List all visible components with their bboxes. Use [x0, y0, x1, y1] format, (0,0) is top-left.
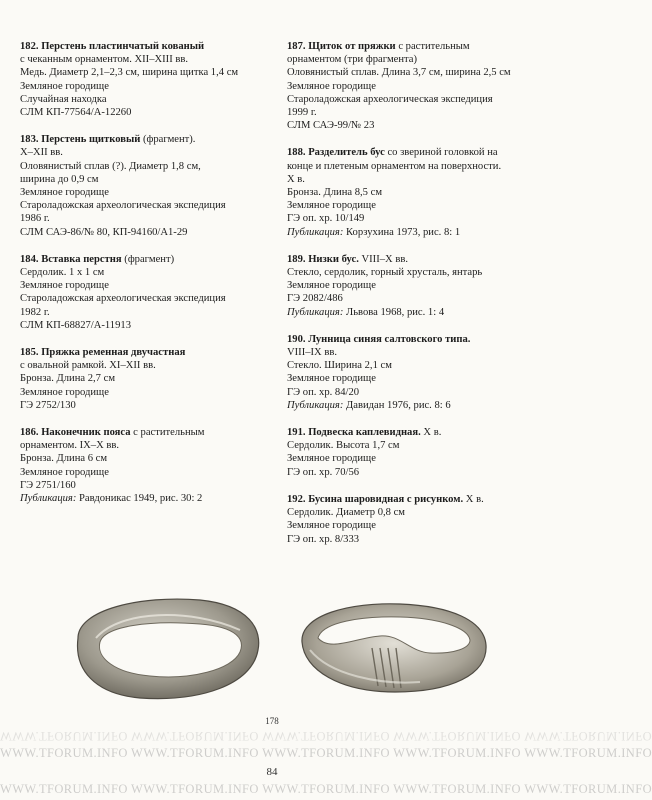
entry-title: 188. Разделитель бус: [287, 147, 385, 159]
watermark-line-2: WWW.TFORUM.INFO WWW.TFORUM.INFO WWW.TFORUM.INFO WWW.TFORUM.INFO WWW.TFORUM.INFO: [0, 782, 652, 796]
entry-line: X в.: [287, 173, 305, 185]
entry-line: Бронза. Длина 8,5 см: [287, 187, 383, 199]
entry-line: Староладожская археологическая экспедиция: [20, 293, 226, 305]
publication-text: Корзухина 1973, рис. 8: 1: [343, 226, 461, 238]
catalog-entry: [20, 253, 260, 332]
entry-heading: [20, 426, 260, 439]
entry-line: 1982 г.: [20, 306, 50, 318]
entry-line: орнаментом. IX–X вв.: [20, 440, 120, 452]
entry-heading: [20, 253, 260, 266]
entry-title: 191. Подвеска каплевидная.: [287, 427, 421, 439]
publication-label: Публикация:: [20, 493, 77, 505]
entry-line: Земляное городище: [20, 466, 109, 478]
entry-title-rest: (фрагмент).: [140, 134, 196, 146]
page-number: 84: [266, 766, 278, 778]
entry-line: Бронза. Длина 6 см: [20, 453, 108, 465]
entry-line: Медь. Диаметр 2,1–2,3 см, ширина щитка 1,4 см: [20, 67, 239, 79]
catalog-entry: [287, 146, 532, 238]
publication-text: Львова 1968, рис. 1: 4: [343, 306, 445, 318]
entry-line: с овальной рамкой. XI–XII вв.: [20, 360, 156, 372]
publication-text: Равдоникас 1949, рис. 30: 2: [76, 493, 203, 505]
entry-title: 192. Бусина шаровидная с рисунком.: [287, 493, 464, 505]
right-column: [287, 40, 532, 560]
entry-heading: [287, 40, 532, 53]
entry-line: Земляное городище: [287, 80, 376, 92]
entry-line: Бронза. Длина 2,7 см: [20, 373, 116, 385]
entry-title: 189. Низки бус.: [287, 253, 359, 265]
catalog-entry: [20, 133, 260, 239]
catalog-entry: [20, 40, 260, 119]
publication-line: [287, 399, 532, 412]
entry-line: ГЭ 2752/130: [20, 399, 76, 411]
catalog-entry: [287, 426, 532, 479]
entry-title: 190. Лунница синяя салтовского типа.: [287, 333, 471, 345]
entry-heading: [287, 253, 532, 266]
entry-line: СЛМ САЭ-99/№ 23: [287, 120, 375, 132]
entry-line: орнаментом (три фрагмента): [287, 54, 418, 66]
entry-title-rest: X в.: [463, 493, 484, 505]
entry-line: СЛМ КП-77564/А-12260: [20, 107, 132, 119]
entry-line: Оловянистый сплав (?). Диаметр 1,8 см,: [20, 160, 201, 172]
entry-title-rest: X в.: [420, 427, 442, 439]
entry-title-rest: с растительным: [395, 41, 470, 52]
entry-line: ГЭ 2082/486: [287, 293, 343, 305]
entry-line: ГЭ оп. хр. 70/56: [287, 466, 360, 478]
entry-line: Земляное городище: [20, 280, 109, 292]
left-column: [20, 40, 260, 519]
entry-line: Стекло. Ширина 2,1 см: [287, 360, 392, 372]
entry-title: 183. Перстень щитковый: [20, 134, 141, 146]
entry-line: VIII–IX вв.: [287, 347, 338, 359]
entry-heading: [287, 426, 532, 439]
catalog-entry: [287, 493, 532, 546]
entry-heading: [20, 40, 260, 53]
entry-title: 182. Перстень пластинчатый кованый: [20, 41, 205, 52]
publication-line: [20, 492, 260, 505]
entry-line: ГЭ оп. хр. 84/20: [287, 386, 360, 398]
entry-line: Сердолик. Высота 1,7 см: [287, 440, 400, 452]
entry-line: ГЭ оп. хр. 8/333: [287, 533, 360, 545]
catalog-entry: [287, 333, 532, 412]
entry-heading: [287, 493, 532, 506]
entry-title: 187. Щиток от пряжки: [287, 41, 396, 52]
entry-line: ГЭ оп. хр. 10/149: [287, 213, 365, 225]
entry-line: Земляное городище: [287, 453, 376, 465]
entry-title: 186. Наконечник пояса: [20, 427, 131, 439]
entry-line: Земляное городище: [287, 373, 376, 385]
ring-photo-right: [302, 604, 486, 692]
entry-line: Сердолик. 1 х 1 см: [20, 267, 105, 279]
entry-title: 184. Вставка перстня: [20, 253, 122, 265]
entry-heading: [20, 133, 260, 146]
entry-line: Земляное городище: [287, 200, 376, 212]
entry-line: Земляное городище: [20, 187, 109, 199]
entry-line: СЛМ КП-68827/А-11913: [20, 319, 131, 331]
entry-title-rest: (фрагмент): [121, 253, 175, 265]
entry-line: Староладожская археологическая экспедиция: [287, 93, 493, 105]
entry-heading: [287, 333, 532, 346]
photo-number: 178: [265, 716, 279, 726]
entry-line: Земляное городище: [20, 386, 109, 398]
entry-heading: [20, 346, 260, 359]
watermark-mirrored: WWW.TFORUM.INFO WWW.TFORUM.INFO WWW.TFORUM.INFO WWW.TFORUM.INFO WWW.TFORUM.INFO: [0, 729, 652, 743]
entry-line: Земляное городище: [287, 280, 376, 292]
catalog-entry: [20, 426, 260, 505]
entry-line: Случайная находка: [20, 93, 107, 105]
entry-title-rest: VIII–X вв.: [358, 253, 408, 265]
entry-line: Земляное городище: [20, 80, 109, 92]
publication-label: Публикация:: [287, 306, 344, 318]
entry-line: конце и плетеным орнаментом на поверхности.: [287, 160, 502, 172]
publication-label: Публикация:: [287, 399, 344, 411]
publication-line: [287, 306, 532, 319]
publication-line: [287, 226, 532, 239]
entry-line: Сердолик. Диаметр 0,8 см: [287, 507, 406, 519]
entry-line: Оловянистый сплав. Длина 3,7 см, ширина 2,5 см: [287, 67, 511, 79]
publication-text: Давидан 1976, рис. 8: 6: [343, 399, 451, 411]
entry-line: 1999 г.: [287, 107, 317, 119]
entry-heading: [287, 146, 532, 159]
ring-photo-left: [78, 599, 259, 699]
entry-line: ГЭ 2751/160: [20, 479, 76, 491]
entry-line: X–XII вв.: [20, 147, 63, 159]
watermark-line-1: WWW.TFORUM.INFO WWW.TFORUM.INFO WWW.TFORUM.INFO WWW.TFORUM.INFO WWW.TFORUM.INFO: [0, 746, 652, 760]
catalog-entry: [287, 253, 532, 319]
entry-title: 185. Пряжка ременная двучастная: [20, 347, 186, 359]
entry-line: Земляное городище: [287, 520, 376, 532]
entry-title-rest: со звериной головкой на: [384, 147, 498, 159]
catalog-entry: [20, 346, 260, 412]
catalog-entry: [287, 40, 532, 132]
entry-line: Староладожская археологическая экспедиция: [20, 200, 226, 212]
entry-line: Стекло, сердолик, горный хрусталь, янтарь: [287, 267, 483, 279]
ring-photos: [0, 590, 544, 710]
entry-title-rest: с растительным: [130, 427, 205, 439]
entry-line: с чеканным орнаментом. XII–XIII вв.: [20, 54, 189, 66]
entry-line: СЛМ САЭ-86/№ 80, КП-94160/А1-29: [20, 226, 188, 238]
entry-line: 1986 г.: [20, 213, 50, 225]
entry-line: ширина до 0,9 см: [20, 173, 99, 185]
publication-label: Публикация:: [287, 226, 344, 238]
